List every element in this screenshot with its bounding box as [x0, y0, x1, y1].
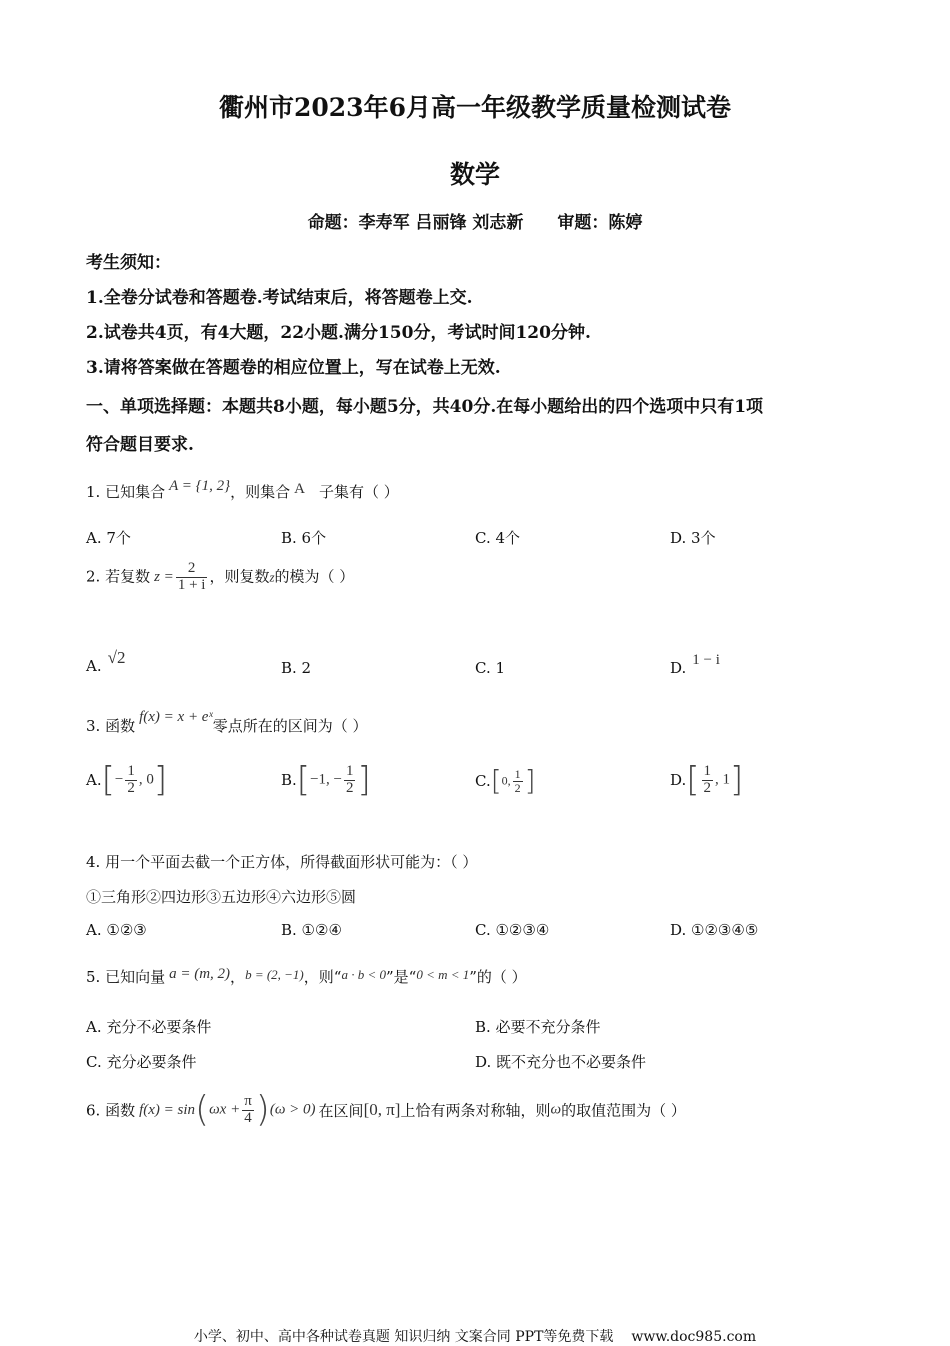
q2-option-a-math: √2	[107, 648, 126, 667]
q1-option-c: C. 4个	[475, 529, 521, 547]
q5-condition-1: a · b < 0	[341, 967, 386, 982]
q6-interval: [0, π]	[363, 1100, 401, 1119]
footer-url[interactable]: www.doc985.com	[631, 1329, 757, 1345]
question-3	[86, 707, 367, 736]
q1-option-d: D. 3个	[670, 529, 716, 547]
reviewer-name: 审题：陈婷	[557, 213, 643, 233]
q2-denominator: 1 + i	[177, 576, 206, 593]
question-6: 6. 函数 f(x) = sin(ωx + $\frac{\pi}{4}$ )(ω > 0) 在区间[0, π]上恰有两条对称轴，则ω的取值范围为（ ）	[86, 1089, 686, 1130]
q3-option-c-num: 1	[514, 766, 521, 781]
q3-option-c: C.[0, $\frac{1}{2}$ ]	[475, 764, 536, 797]
q2-stem-end: 的模为（ ）	[274, 567, 355, 586]
notice-heading: 考生须知：	[86, 253, 171, 273]
q2-option-a-label: A.	[86, 657, 102, 675]
q1-option-a: A. 7个	[86, 529, 131, 547]
q1-option-b: B. 6个	[281, 529, 327, 547]
q6-stem-end: 的取值范围为（ ）	[561, 1101, 686, 1120]
q3-option-b-num: 1	[345, 762, 354, 779]
q5-stem-mid2: ”是“	[385, 968, 417, 986]
q1-stem-mid: ，则集合	[230, 483, 291, 501]
section-heading-line2: 符合题目要求.	[86, 435, 194, 455]
q3-option-d-den: 2	[703, 779, 712, 796]
q5-stem-end: ”的（ ）	[469, 968, 527, 986]
q1-set-formula: A = {1, 2}	[169, 478, 231, 494]
q3-option-b-den: 2	[345, 779, 354, 796]
q5-stem-mid: ，则“	[303, 968, 342, 986]
q3-option-d-num: 1	[703, 762, 712, 779]
page-footer	[0, 1326, 950, 1346]
q6-four: 4	[244, 1109, 252, 1126]
q4-option-d: D. ①②③④⑤	[670, 921, 759, 939]
q2-var: z	[269, 569, 275, 585]
q2-stem: 2. 若复数	[86, 567, 151, 586]
q6-function-lhs: f(x) = sin	[139, 1101, 196, 1118]
subject-heading: 数学	[449, 160, 500, 189]
q3-option-d-label: D.	[670, 771, 687, 789]
q3-option-b-label: B.	[281, 771, 297, 789]
q3-formula: f(x) = x + eˣ	[139, 709, 213, 725]
q2-option-d	[670, 650, 720, 677]
section-heading-line1: 一、单项选择题：本题共8小题，每小题5分，共40分.在每小题给出的四个选项中只有1项	[86, 397, 764, 417]
q2-stem-mid: ，则复数	[209, 567, 270, 586]
q3-option-a-den: 2	[127, 779, 135, 796]
q5-stem: 5. 已知向量	[86, 968, 166, 986]
q2-numerator: 2	[176, 561, 208, 578]
q6-pi-fraction	[242, 1094, 254, 1127]
q3-option-c-label: C.	[475, 772, 491, 790]
q5-vector-a: a = (m, 2)	[169, 966, 231, 982]
q5-option-a: A. 充分不必要条件	[86, 1018, 212, 1036]
q3-option-a-label: A.	[86, 771, 102, 789]
notice-item-3: 3.请将答案做在答题卷的相应位置上，写在试卷上无效.	[86, 358, 501, 378]
q6-omega: ω	[550, 1101, 562, 1118]
question-4: 4. 用一个平面去截一个正方体，所得截面形状可能为：（ ）	[86, 853, 478, 871]
q3-option-a-sign: −	[114, 771, 124, 788]
q3-option-a-fraction	[125, 764, 137, 797]
q2-option-d-label: D.	[670, 659, 687, 677]
authors-line	[0, 208, 950, 233]
exam-title: 衢州市2023年6月高一年级教学质量检测试卷	[219, 93, 731, 122]
q3-option-d-end: , 1	[715, 771, 731, 788]
q4-option-b: B. ①②④	[281, 921, 342, 939]
q5-option-c: C. 充分必要条件	[86, 1053, 197, 1071]
q3-option-c-start: 0,	[501, 773, 511, 788]
q5-sep: ，	[230, 968, 246, 986]
question-1	[86, 478, 399, 502]
q5-vector-b: b = (2, −1)	[245, 967, 304, 982]
q6-stem-mid2: 上恰有两条对称轴，则	[400, 1101, 551, 1120]
q5-option-d: D. 既不充分也不必要条件	[475, 1053, 647, 1071]
q1-stem: 1. 已知集合	[86, 483, 166, 501]
q2-option-c: C. 1	[475, 659, 506, 677]
footer-text: 小学、初中、高中各种试卷真题 知识归纳 文案合同 PPT等免费下载	[193, 1329, 614, 1345]
q6-stem-mid: 在区间	[318, 1101, 364, 1120]
q6-condition: (ω > 0)	[269, 1101, 316, 1118]
q2-option-d-math: 1 − i	[692, 652, 720, 668]
q2-fraction	[176, 561, 208, 594]
q3-option-b-fraction	[344, 764, 356, 797]
q3-option-a-end: , 0	[138, 771, 154, 788]
q4-option-a: A. ①②③	[86, 921, 147, 939]
q2-option-b: B. 2	[281, 659, 312, 677]
q1-stem-end: 子集有（ ）	[318, 483, 399, 501]
question-2	[86, 561, 354, 594]
setter-names: 命题：李寿军 吕丽锋 刘志新	[307, 213, 524, 233]
q4-shapes-list: ①三角形②四边形③五边形④六边形⑤圆	[86, 888, 357, 906]
notice-item-2: 2.试卷共4页，有4大题，22小题.满分150分，考试时间120分钟.	[86, 323, 591, 343]
q2-lhs: z =	[154, 568, 174, 585]
q3-option-c-den: 2	[514, 780, 521, 795]
q3-option-c-fraction	[513, 768, 523, 794]
q3-option-d-fraction	[702, 764, 714, 797]
q6-pi: π	[244, 1092, 252, 1109]
q3-option-a-num: 1	[127, 762, 135, 779]
q6-stem: 6. 函数	[86, 1101, 136, 1120]
q3-stem: 3. 函数	[86, 717, 136, 735]
q4-option-c: C. ①②③④	[475, 921, 550, 939]
q5-condition-2: 0 < m < 1	[416, 967, 470, 982]
q3-option-a: A.[− $\frac{1}{2}$ , 0]	[86, 760, 168, 800]
notice-item-1: 1.全卷分试卷和答题卷.考试结束后，将答题卷上交.	[86, 288, 473, 308]
q3-option-d: D.[ $\frac{1}{2}$ , 1]	[670, 760, 744, 800]
q2-option-a	[86, 648, 125, 675]
q5-option-b: B. 必要不充分条件	[475, 1018, 601, 1036]
q6-omega-x: ωx +	[209, 1101, 241, 1118]
q1-set-var: A	[294, 481, 305, 497]
question-5	[86, 966, 527, 987]
q3-option-b: B.[−1, − $\frac{1}{2}$ ]	[281, 760, 371, 800]
q3-stem-end: 零点所在的区间为（ ）	[212, 717, 368, 735]
q3-option-b-start: −1, −	[310, 771, 342, 788]
